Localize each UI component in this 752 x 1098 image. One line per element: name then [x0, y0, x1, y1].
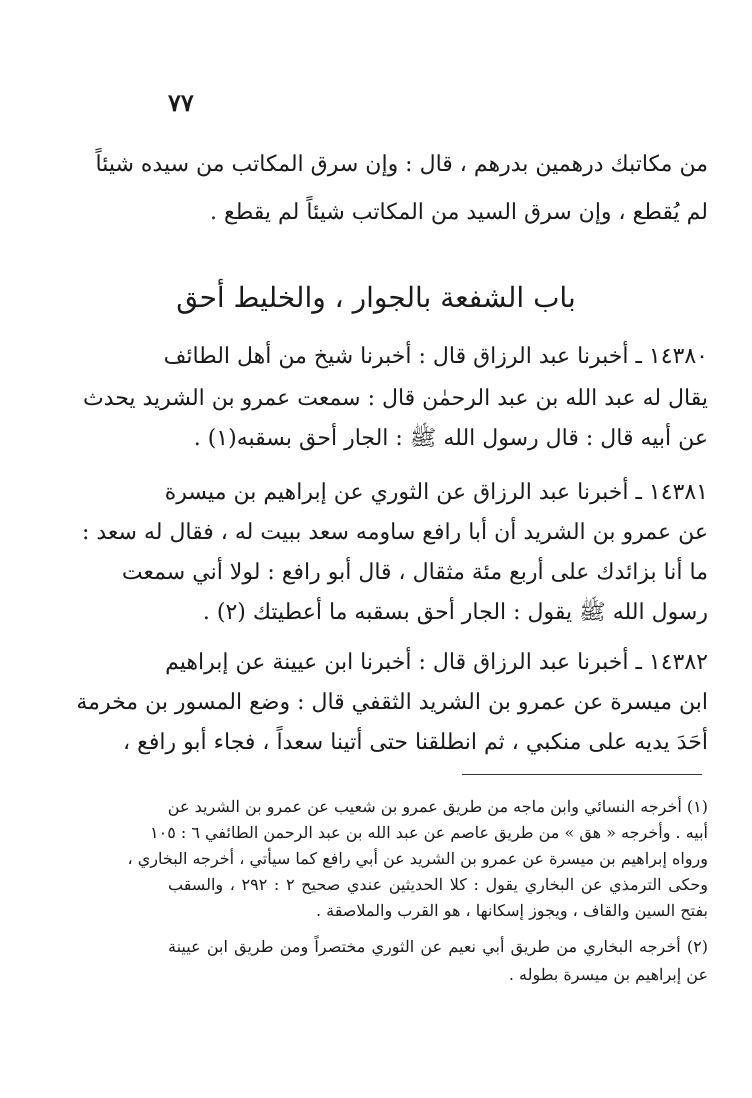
hadith-3-line: ١٤٣٨٢ ـ أخبرنا عبد الرزاق قال : أخبرنا ابن عيينة عن إبراهيم: [165, 650, 708, 675]
hadith-3-line: ابن ميسرة عن عمرو بن الشريد الثقفي قال : وضع المسور بن مخرمة: [76, 690, 708, 715]
page-number: ٧٧: [168, 88, 194, 117]
hadith-3-line: أحَدَ يديه على منكبي ، ثم انطلقنا حتى أتينا سعداً ، فجاء أبو رافع ،: [123, 730, 708, 755]
hadith-1-line: ١٤٣٨٠ ـ أخبرنا عبد الرزاق قال : أخبرنا شيخ من أهل الطائف: [163, 344, 708, 369]
footnote-2-line: عن إبراهيم بن ميسرة بطوله .: [508, 965, 708, 984]
footnote-1-line: وحكى الترمذي عن البخاري يقول : كلا الحديثين عندي صحيح ٢ : ٢٩٢ ، والسقب: [168, 875, 709, 894]
footnote-1-line: بفتح السين والقاف ، ويجوز إسكانها ، هو القرب والملاصقة .: [315, 901, 708, 920]
hadith-2-line: رسول الله ﷺ يقول : الجار أحق بسقبه ما أعطيتك (٢) .: [202, 600, 708, 625]
hadith-2-line: عن عمرو بن الشريد أن أبا رافع ساومه سعد ببيت له ، فقال له سعد :: [81, 520, 708, 545]
footnote-1-line: (١) أخرجه النسائي وابن ماجه من طريق عمرو بن شعيب عن عمرو بن الشريد عن: [167, 797, 708, 816]
footnote-1-line: ورواه إبراهيم بن ميسرة عن عمرو بن الشريد عن أبي رافع كما سيأتي ، أخرجه البخاري ،: [127, 849, 708, 868]
hadith-1-line: يقال له عبد الله بن عبد الرحمٰن قال : سمعت عمرو بن الشريد يحدث: [82, 386, 708, 411]
hadith-1-line: عن أبيه قال : قال رسول الله ﷺ : الجار أحق بسقبه(١) .: [193, 426, 708, 451]
chapter-title: باب الشفعة بالجوار ، والخليط أحق: [176, 281, 576, 314]
footnote-2-line: (٢) أخرجه البخاري من طريق أبي نعيم عن الثوري مختصراً ومن طريق ابن عيينة: [168, 937, 709, 956]
footnote-1-line: أبيه . وأخرجه « هق » من طريق عاصم عن عبد الله بن عبد الرحمن الطائفي ٦ : ١٠٥: [150, 823, 708, 842]
intro-line: لم يُقطع ، وإن سرق السيد من المكاتب شيئاً لم يقطع .: [210, 200, 708, 225]
hadith-2-line: ١٤٣٨١ ـ أخبرنا عبد الرزاق عن الثوري عن إبراهيم بن ميسرة: [164, 480, 708, 505]
footnote-separator: [462, 774, 702, 775]
intro-line: من مكاتبك درهمين بدرهم ، قال : وإن سرق المكاتب من سيده شيئاً: [95, 152, 708, 177]
hadith-2-line: ما أنا بزائدك على أربع مئة مثقال ، قال أبو رافع : لولا أني سمعت: [121, 560, 708, 585]
